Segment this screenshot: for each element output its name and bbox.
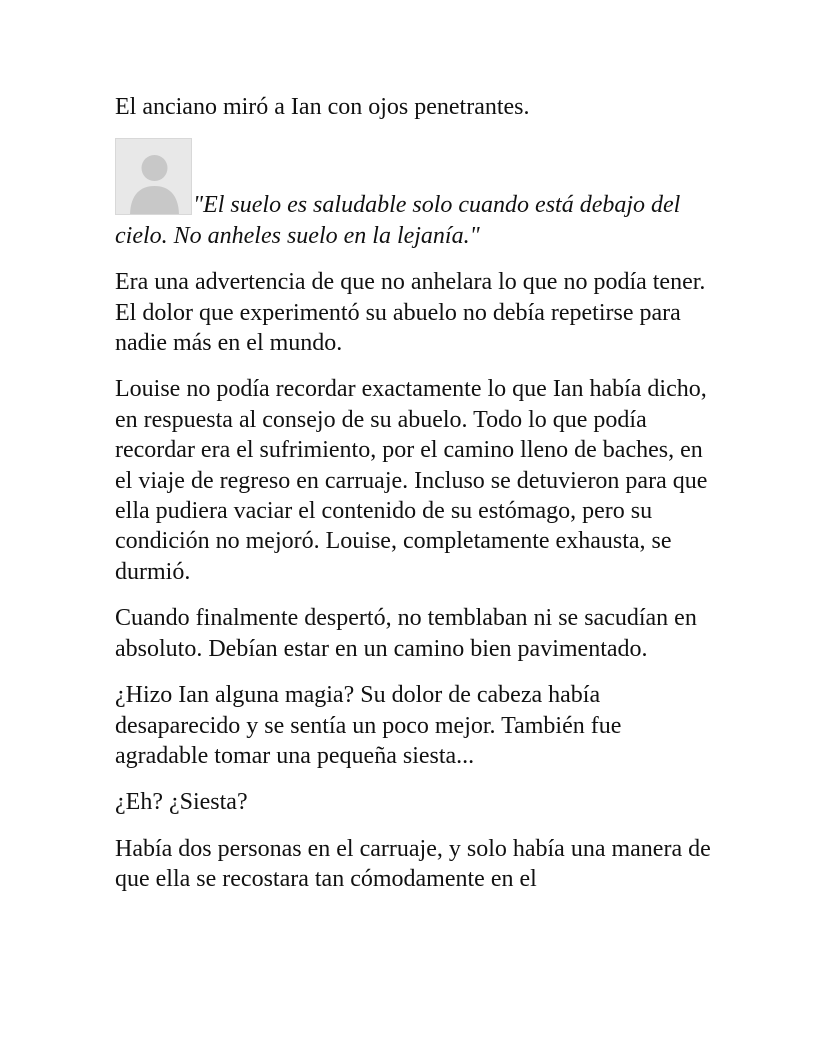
paragraph-2: Era una advertencia de que no anhelara lo que no podía tener. El dolor que experimentó su abuelo no debía repetirse para nadie más en el mundo. (115, 269, 706, 357)
paragraph-4: Cuando finalmente despertó, no temblaban ni se sacudían en absoluto. Debían estar en un camino bien pavimentado. (115, 605, 697, 662)
paragraph-7: Había dos personas en el carruaje, y solo había una manera de que ella se recostara tan cómodamente en el (115, 835, 711, 893)
paragraph-6: ¿Eh? ¿Siesta? (115, 789, 248, 816)
paragraph-5: ¿Hizo Ian alguna magia? Su dolor de cabeza había desaparecido y se sentía un poco mejor. También fue agradable tomar una pequeña siesta... (115, 682, 622, 769)
document-page (115, 92, 715, 911)
person-silhouette-icon (116, 139, 192, 215)
paragraph-1: El anciano miró a Ian con ojos penetrantes. (115, 94, 530, 120)
quote-text: "El suelo es saludable solo cuando está debajo del cielo. No anheles suelo en la lejanía." (115, 192, 681, 249)
quote-block (115, 138, 715, 251)
paragraph-3: Louise no podía recordar exactamente lo que Ian había dicho, en respuesta al consejo de su abuelo. Todo lo que podía recordar era el sufrimiento, por el camino lleno de baches, en el viaje de regreso en carruaje. Incluso se detuvieron para que ella pudiera vaciar el contenido de su estómago, pero su condición no mejoró. Louise, completamente exhausta, se durmió. (115, 376, 708, 585)
user-avatar-icon (115, 138, 192, 215)
